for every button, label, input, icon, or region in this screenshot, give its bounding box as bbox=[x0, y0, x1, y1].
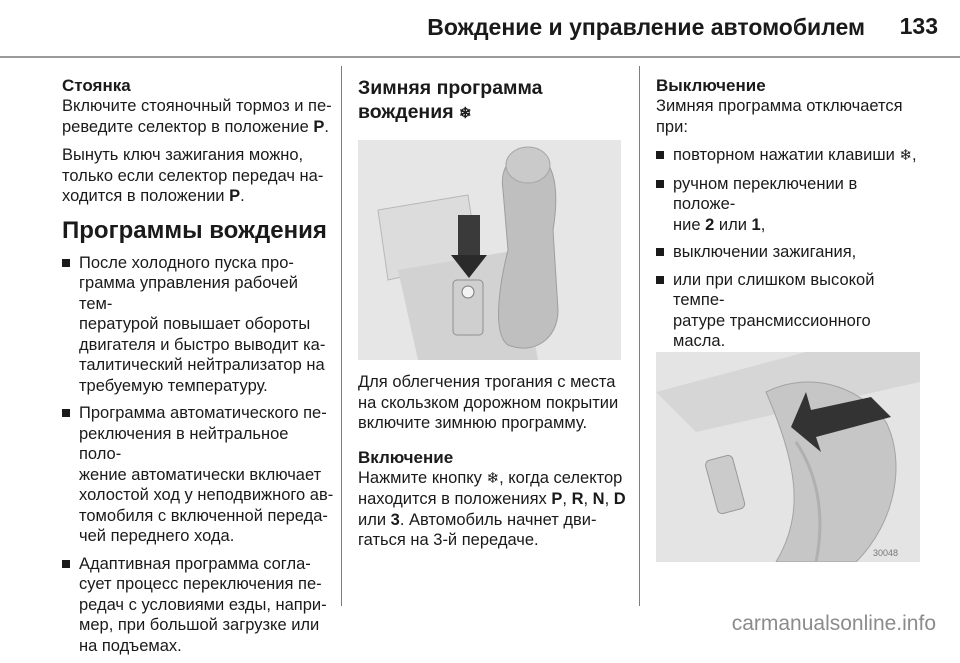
enable-paragraph bbox=[358, 468, 630, 551]
text-line: выключении зажигания, bbox=[673, 243, 857, 261]
position-p: P bbox=[313, 117, 325, 136]
text-line: пературой повышает обороты bbox=[79, 315, 311, 333]
programs-list bbox=[62, 253, 334, 657]
text-line: Зимняя программа отключается bbox=[656, 97, 903, 115]
text-line: или bbox=[714, 215, 752, 234]
text-line: Для облегчения трогания с места bbox=[358, 373, 616, 391]
text-line: реведите селектор в положение bbox=[62, 117, 314, 136]
text-line: томобиля с включенной переда- bbox=[79, 506, 328, 525]
parking-paragraph-2 bbox=[62, 145, 334, 207]
list-item bbox=[62, 403, 334, 547]
snowflake-icon: ❄ bbox=[486, 469, 500, 487]
list-item bbox=[656, 242, 924, 263]
position-2: 2 bbox=[705, 215, 715, 234]
column-divider-1 bbox=[341, 66, 342, 606]
list-item bbox=[656, 174, 924, 236]
text-line: или при слишком высокой темпе- bbox=[673, 270, 875, 309]
position-p: P bbox=[229, 187, 241, 205]
text-line: на подъемах. bbox=[79, 636, 182, 655]
position-d: D bbox=[613, 490, 626, 508]
text-line: ратуре трансмиссионного масла. bbox=[673, 311, 871, 350]
programs-heading: Программы вождения bbox=[62, 216, 327, 244]
position-n: N bbox=[592, 490, 605, 508]
text-line: Включите стояночный тормоз и пе- bbox=[62, 97, 332, 115]
bullet-icon bbox=[656, 180, 664, 188]
text-line: жение автоматически включает bbox=[79, 465, 322, 484]
punct: . bbox=[324, 117, 329, 136]
snowflake-icon: ❄ bbox=[899, 147, 912, 164]
list-item bbox=[62, 554, 334, 657]
text-line: сует процесс переключения пе- bbox=[79, 575, 322, 593]
kickdown-illustration bbox=[656, 352, 920, 562]
text-line: гаться на 3-й передаче. bbox=[358, 531, 539, 549]
punct: , bbox=[760, 215, 766, 234]
bullet-icon bbox=[62, 560, 70, 568]
bullet-icon bbox=[656, 248, 664, 256]
list-item bbox=[62, 253, 334, 397]
text-line: ручном переключении в положе- bbox=[673, 174, 858, 213]
text-line: включите зимнюю программу. bbox=[358, 414, 588, 432]
gear-selector-drawing bbox=[358, 140, 621, 360]
text-line: . Автомобиль начнет дви- bbox=[399, 510, 597, 529]
list-item bbox=[656, 145, 924, 167]
text-line: находится в положениях bbox=[358, 490, 552, 508]
position-1: 1 bbox=[751, 215, 761, 234]
pedal-drawing bbox=[656, 352, 920, 562]
bullet-icon bbox=[62, 409, 70, 417]
text-line: холостой ход у неподвижного ав- bbox=[79, 486, 334, 504]
figure-code: 30048 bbox=[872, 548, 898, 558]
column-1 bbox=[62, 76, 334, 663]
disable-list bbox=[656, 145, 924, 352]
text-line: повторном нажатии клавиши bbox=[673, 146, 895, 164]
text-line: требуемую температуру. bbox=[79, 376, 268, 395]
position-3: 3 bbox=[390, 510, 400, 529]
page-number: 133 bbox=[899, 13, 938, 39]
winter-caption bbox=[358, 372, 630, 434]
text-line: , когда селектор bbox=[499, 468, 623, 487]
heading-line: вождения bbox=[358, 101, 454, 123]
text-line: редач с условиями езды, напри- bbox=[79, 595, 327, 614]
page-title: Вождение и управление автомобилем bbox=[427, 14, 865, 40]
separator: , bbox=[604, 490, 614, 508]
punct: . bbox=[240, 187, 245, 205]
text-line: мер, при большой загрузке или bbox=[79, 616, 320, 634]
page-header bbox=[0, 0, 960, 56]
snowflake-icon: ❄ bbox=[459, 105, 472, 122]
text-line: ходится в положении bbox=[62, 187, 230, 205]
watermark: carmanualsonline.info bbox=[731, 612, 936, 635]
column-2 bbox=[358, 76, 630, 559]
winter-heading bbox=[358, 76, 630, 126]
text-line: грамма управления рабочей тем- bbox=[79, 274, 299, 313]
separator: , bbox=[583, 490, 593, 508]
text-line: Вынуть ключ зажигания можно, bbox=[62, 146, 304, 164]
bullet-icon bbox=[656, 276, 664, 284]
bullet-icon bbox=[656, 151, 664, 159]
text-line: Адаптивная программа согла- bbox=[79, 554, 311, 573]
text-line: реключения в нейтральное поло- bbox=[79, 424, 289, 463]
disable-paragraph bbox=[656, 96, 924, 137]
text-line: двигателя и быстро выводит ка- bbox=[79, 335, 326, 354]
text-line: при: bbox=[656, 117, 688, 136]
position-p: P bbox=[551, 490, 563, 508]
parking-paragraph-1 bbox=[62, 96, 334, 137]
heading-line: Зимняя программа bbox=[358, 77, 543, 99]
text-line: Нажмите кнопку bbox=[358, 468, 482, 487]
gear-selector-illustration bbox=[358, 140, 621, 360]
position-r: R bbox=[571, 490, 584, 508]
list-item bbox=[656, 270, 924, 352]
column-divider-2 bbox=[639, 66, 640, 606]
text-line: Программа автоматического пе- bbox=[79, 404, 327, 422]
separator: , bbox=[562, 490, 572, 508]
punct: , bbox=[912, 146, 917, 164]
text-line: После холодного пуска про- bbox=[79, 253, 294, 272]
text-line: чей переднего хода. bbox=[79, 527, 235, 545]
text-line: талитический нейтрализатор на bbox=[79, 356, 325, 374]
enable-heading: Включение bbox=[358, 447, 454, 467]
text-line: на скользком дорожном покрытии bbox=[358, 393, 619, 412]
text-line: ние bbox=[673, 215, 706, 234]
disable-heading: Выключение bbox=[656, 76, 766, 95]
text-line: или bbox=[358, 510, 391, 529]
parking-heading: Стоянка bbox=[62, 76, 131, 95]
bullet-icon bbox=[62, 259, 70, 267]
header-rule bbox=[0, 56, 960, 58]
text-line: только если селектор передач на- bbox=[62, 166, 324, 185]
